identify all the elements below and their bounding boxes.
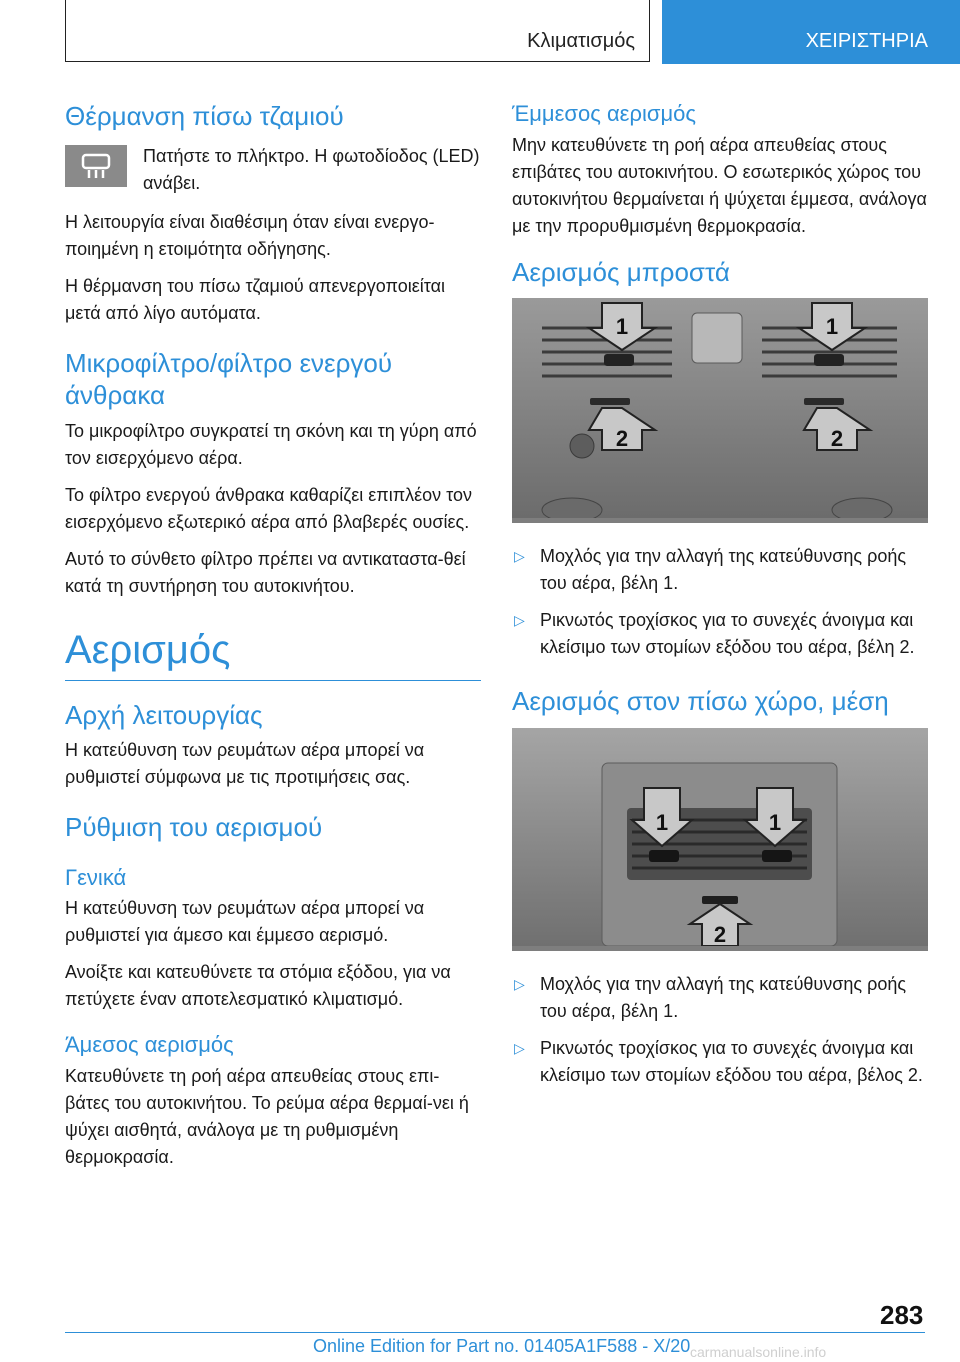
- rear-arrow-label-1-right: 1: [768, 809, 782, 835]
- right-column: [512, 100, 928, 1103]
- rear-arrow-label-2: 2: [713, 921, 727, 946]
- list-item: ▷ Ρικνωτός τροχίσκος για το συνεχές άνοιγμα και κλείσιμο των στομίων εξόδου του αέρα, βέλη 2.: [512, 607, 928, 661]
- front-arrow-label-1-left: 1: [615, 314, 629, 339]
- header-chapter: Κλιματισμός: [527, 30, 635, 52]
- rear-vents-photo: [512, 728, 928, 951]
- bullet-triangle-icon: ▷: [514, 1039, 525, 1056]
- rear-ventilation-list: [512, 971, 928, 1089]
- heading-setting-ventilation: Ρύθμιση του αερισμού: [65, 812, 323, 842]
- header-chapter-box: [65, 0, 650, 62]
- list-item: ▷ Μοχλός για την αλλαγή της κατεύθυνσης ροής του αέρα, βέλη 1.: [512, 543, 928, 597]
- ventilation-heading-block: [65, 626, 481, 681]
- rear-window-text-2: Η θέρμανση του πίσω τζαμιού απενεργοποιείται μετά από λίγο αυτόματα.: [65, 275, 446, 323]
- bullet-triangle-icon: ▷: [514, 975, 525, 992]
- heading-operating-principle: Αρχή λειτουργίας: [65, 699, 263, 730]
- rear-window-text-1: Η λειτουργία είναι διαθέσιμη όταν είναι ενεργο-ποιημένη η ετοιμότητα οδήγησης.: [65, 211, 435, 259]
- front-ventilation-list: [512, 543, 928, 661]
- heading-rear-ventilation: Αερισμός στον πίσω χώρο, μέση: [512, 686, 889, 716]
- rear-arrow-label-1-left: 1: [655, 809, 669, 835]
- watermark: carmanualsonline.info: [690, 1344, 827, 1360]
- heading-direct-ventilation: Άμεσος αερισμός: [65, 1032, 234, 1057]
- indirect-text: Μην κατευθύνετε τη ροή αέρα απευθείας στους επιβάτες του αυτοκινήτου. Ο εσωτερικός χώρος του αυτοκινήτου θερμαίνεται ή ψύχεται έμμεσα, ανάλογα με την προρυθμισμένη θερμοκρασία.: [512, 134, 927, 236]
- rear-window-instruction: Πατήστε το πλήκτρο. Η φωτοδίοδος (LED) ανάβει.: [143, 145, 480, 193]
- direct-text: Κατευθύνετε τη ροή αέρα απευθείας στους επι-βάτες του αυτοκινήτου. Το ρεύμα αέρα θερμαί-νει ή ψύχει αισθητά, ανάλογα με τη ρυθμισμένη θερμοκρασία.: [65, 1065, 469, 1167]
- heading-general: Γενικά: [65, 864, 127, 890]
- header-section-tab: [662, 0, 960, 64]
- front-arrow-label-2-right: 2: [830, 426, 844, 451]
- heading-front-ventilation: Αερισμός μπροστά: [512, 256, 730, 287]
- principle-text: Η κατεύθυνση των ρευμάτων αέρα μπορεί να ρυθμιστεί σύμφωνα με τις προτιμήσεις σας.: [65, 740, 425, 787]
- list-item: ▷ Ρικνωτός τροχίσκος για το συνεχές άνοιγμα και κλείσιμο των στομίων εξόδου του αέρα, βέλος 2.: [512, 1035, 928, 1089]
- front-arrow-label-2-left: 2: [615, 426, 629, 451]
- heading-ventilation: Αερισμός: [65, 627, 231, 672]
- list-item: ▷ Μοχλός για την αλλαγή της κατεύθυνσης ροής του αέρα, βέλη 1.: [512, 971, 928, 1025]
- front-vents-photo: [512, 298, 928, 523]
- heading-microfilter: Μικροφίλτρο/φίλτρο ενεργού άνθρακα: [65, 347, 393, 410]
- bullet-triangle-icon: ▷: [514, 548, 525, 564]
- filter-text-3: Αυτό το σύνθετο φίλτρο πρέπει να αντικαταστα-θεί κατά τη συντήρηση του αυτοκινήτου.: [65, 548, 466, 596]
- heading-rear-window-heating: Θέρμανση πίσω τζαμιού: [65, 101, 344, 131]
- general-text-1: Η κατεύθυνση των ρευμάτων αέρα μπορεί να ρυθμιστεί για άμεσο και έμμεσο αερισμό.: [65, 898, 425, 945]
- filter-text-2: Το φίλτρο ενεργού άνθρακα καθαρίζει επιπλέον τον εισερχόμενο εξωτερικό αέρα από βλαβερές ουσίες.: [65, 484, 473, 532]
- heading-indirect-ventilation: Έμμεσος αερισμός: [512, 101, 696, 126]
- bullet-triangle-icon: ▷: [514, 612, 525, 628]
- front-arrow-label-1-right: 1: [825, 314, 839, 339]
- header-section-label: ΧΕΙΡΙΣΤΗΡΙΑ: [805, 30, 928, 52]
- left-column: [65, 100, 481, 1181]
- page-number: 283: [880, 1300, 924, 1330]
- rear-window-button-row: [65, 143, 481, 197]
- filter-text-1: Το μικροφίλτρο συγκρατεί τη σκόνη και τη γύρη από τον εισερχόμενο αέρα.: [65, 420, 477, 468]
- rear-defrost-icon: [65, 145, 127, 187]
- footer-edition: Online Edition for Part no. 01405A1F588 - X/20: [313, 1336, 691, 1356]
- general-text-2: Ανοίξτε και κατευθύνετε τα στόμια εξόδου, για να πετύχετε έναν αποτελεσματικό κλιματισμό.: [65, 962, 451, 1009]
- footer-rule: [65, 1332, 925, 1333]
